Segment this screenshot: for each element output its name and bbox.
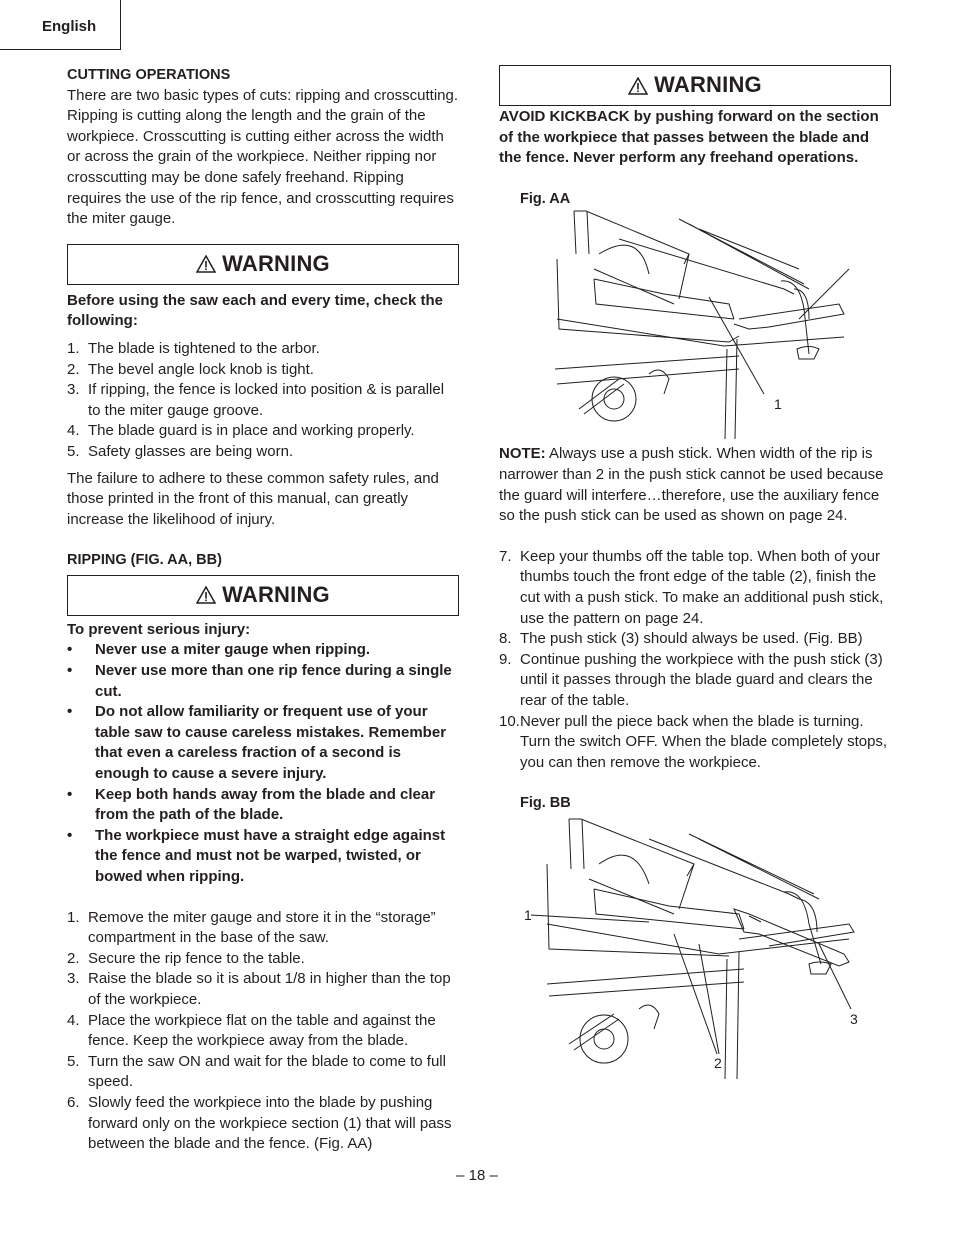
list-item: 8. The push stick (3) should always be used. (Fig. BB) — [499, 630, 863, 648]
failure-text: The failure to adhere to these common safety rules, and those printed in the front of this manual, can greatly increase the likelihood of injury. — [67, 469, 439, 528]
fig-bb-illustration — [499, 814, 891, 1079]
warning-box-3 — [499, 65, 891, 106]
cutting-operations-heading: CUTTING OPERATIONS — [67, 67, 231, 83]
left-column — [67, 65, 459, 1155]
warning-triangle-icon — [196, 586, 216, 604]
list-item: • Never use more than one rip fence during a single cut. — [67, 662, 452, 700]
checklist — [67, 339, 459, 463]
list-item: 2. The bevel angle lock knob is tight. — [67, 360, 314, 378]
list-item: 5. Safety glasses are being worn. — [67, 442, 294, 460]
warning-box-1 — [67, 244, 459, 285]
list-item: 4. The blade guard is in place and working properly. — [67, 422, 415, 440]
warning-box-2 — [67, 575, 459, 616]
fig-aa-callout-1: 1 — [774, 396, 782, 413]
list-item: 10. Never pull the piece back when the blade is turning. Turn the switch OFF. When the blade completely stops, you can then remove the workpiece. — [499, 712, 888, 771]
warning2-intro: To prevent serious injury: — [67, 620, 251, 638]
list-item: 3. Raise the blade so it is about 1/8 in higher than the top of the workpiece. — [67, 970, 451, 1008]
list-item: • Never use a miter gauge when ripping. — [67, 641, 371, 659]
note-text: Always use a push stick. When width of the rip is narrower than 2 in the push stick cannot be used because the guard will interfere…therefore, use the auxiliary fence so the push stick can be used as shown on page 24. — [499, 445, 884, 525]
ripping-heading: RIPPING (FIG. AA, BB) — [67, 552, 222, 569]
list-item: 4. Place the workpiece flat on the table and against the fence. Keep the workpiece away from the blade. — [67, 1011, 436, 1050]
right-column — [499, 65, 891, 1079]
warning-title-1: WARNING — [222, 250, 330, 276]
fig-bb-callout-1: 1 — [524, 906, 532, 923]
list-item: 1. Remove the miter gauge and store it in the “storage” compartment in the base of the saw. — [67, 908, 436, 947]
warning-title-3: WARNING — [654, 72, 762, 98]
warning3-text: AVOID KICKBACK by pushing forward on the section of the workpiece that passes between the blade and the fence. Never perform any freehand operations. — [499, 108, 879, 167]
list-item: 7. Keep your thumbs off the table top. When both of your thumbs touch the front edge of the table (2), finish the cut with a push stick. To make an additional push stick, use the pattern on page 24. — [499, 547, 884, 627]
warning1-intro: Before using the saw each and every time, check the following: — [67, 291, 443, 330]
language-label: English — [42, 18, 97, 35]
fig-bb-callout-3: 3 — [850, 1010, 858, 1027]
list-item: 5. Turn the saw ON and wait for the blade to come to full speed. — [67, 1052, 446, 1091]
list-item: 1. The blade is tightened to the arbor. — [67, 339, 320, 357]
fig-aa-illustration — [499, 209, 891, 439]
ripping-steps — [67, 908, 459, 1155]
fig-bb-label: Fig. BB — [520, 795, 571, 812]
fig-aa-label: Fig. AA — [520, 190, 571, 207]
warning-triangle-icon — [628, 77, 648, 95]
fig-bb-callout-2: 2 — [714, 1054, 722, 1071]
note-label: NOTE: — [499, 445, 546, 463]
list-item: • Keep both hands away from the blade and clear from the path of the blade. — [67, 785, 436, 824]
list-item: 3. If ripping, the fence is locked into position & is parallel to the miter gauge groove. — [67, 381, 445, 419]
ripping-steps-continued — [499, 547, 891, 774]
warning-triangle-icon — [196, 255, 216, 273]
safety-bullets — [67, 640, 459, 887]
page-number: – 18 – — [456, 1167, 498, 1184]
warning-title-2: WARNING — [222, 582, 330, 608]
list-item: • The workpiece must have a straight edge against the fence and must not be warped, twisted, or bowed when ripping. — [67, 826, 446, 885]
language-tab — [0, 0, 121, 50]
cutting-operations-text: There are two basic types of cuts: ripping and crosscutting. Ripping is cutting along the length and the grain of the workpiece. Crosscutting is cutting either across the width or across the grain of the workpiece. Neither ripping nor crosscutting may be done safely freehand. Ripping requires the use of the rip fence, and crosscutting requires the miter gauge. — [67, 86, 459, 228]
list-item: 9. Continue pushing the workpiece with the push stick (3) until it passes through the blade guard and clears the rear of the table. — [499, 650, 883, 709]
list-item: 6. Slowly feed the workpiece into the blade by pushing forward only on the workpiece section (1) that will pass between the blade and the fence. (Fig. AA) — [67, 1093, 452, 1153]
list-item: 2. Secure the rip fence to the table. — [67, 949, 305, 967]
list-item: • Do not allow familiarity or frequent use of your table saw to cause careless mistakes. Remember that even a careless fraction of a second is enough to cause a severe injury. — [67, 703, 447, 783]
note-paragraph — [499, 444, 891, 526]
